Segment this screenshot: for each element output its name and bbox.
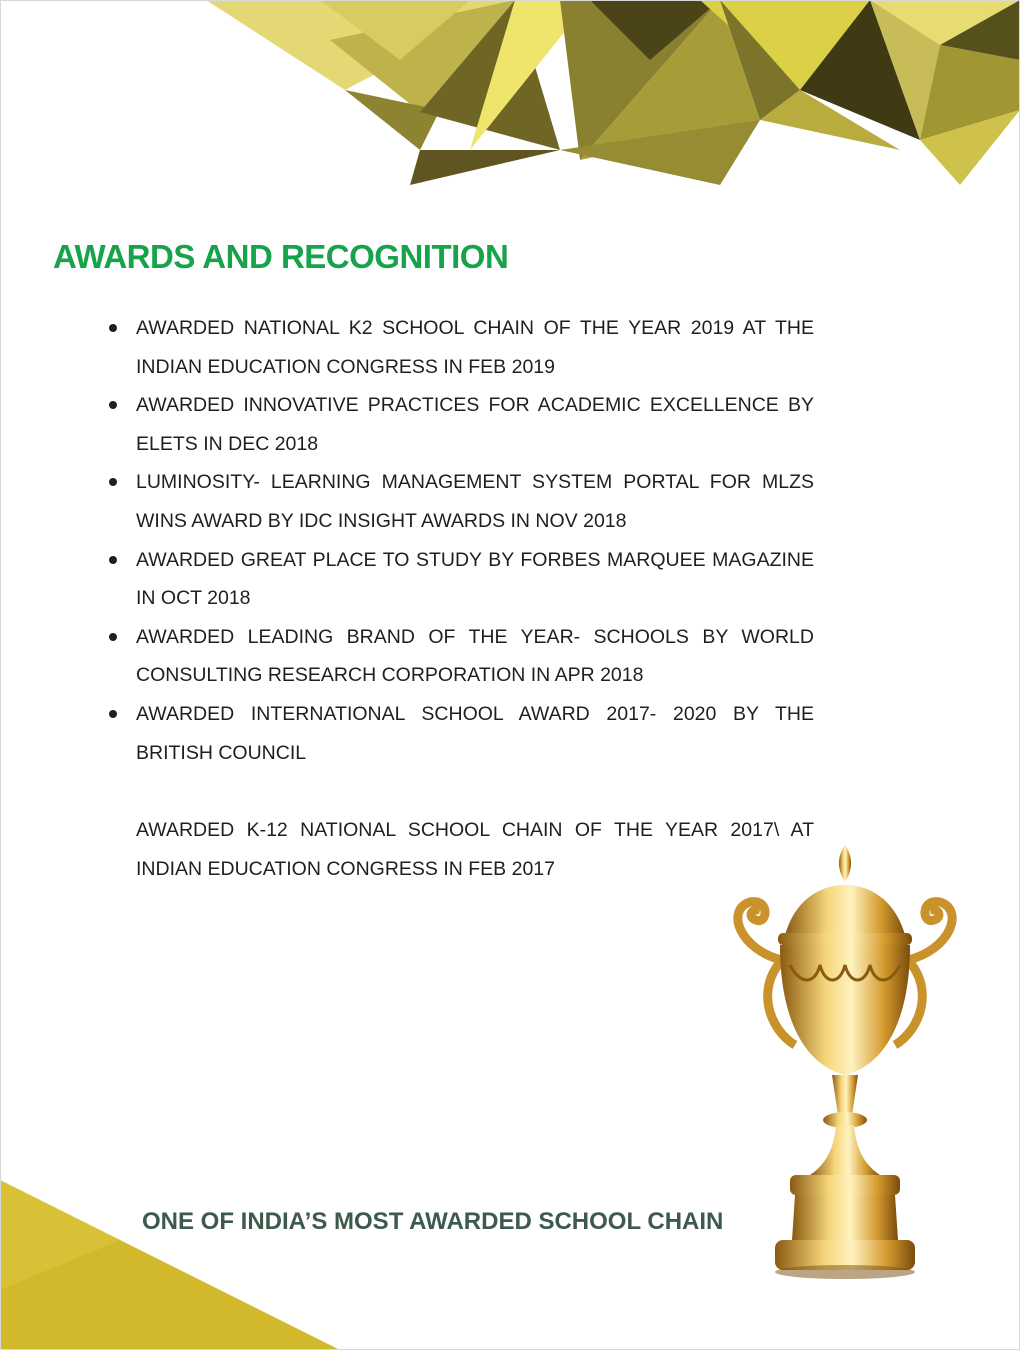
award-item: AWARDED LEADING BRAND OF THE YEAR- SCHOOLS BY WORLD CONSULTING RESEARCH CORPORATION IN APR 2018	[108, 618, 814, 695]
tagline: ONE OF INDIA’S MOST AWARDED SCHOOL CHAIN	[142, 1208, 724, 1235]
awards-list	[108, 309, 814, 772]
page-title: AWARDS AND RECOGNITION	[53, 238, 509, 275]
corner-triangle	[0, 1170, 400, 1350]
award-item: AWARDED NATIONAL K2 SCHOOL CHAIN OF THE YEAR 2019 AT THE INDIAN EDUCATION CONGRESS IN FEB 2019	[108, 309, 814, 386]
award-item: AWARDED INNOVATIVE PRACTICES FOR ACADEMIC EXCELLENCE BY ELETS IN DEC 2018	[108, 386, 814, 463]
award-item: LUMINOSITY- LEARNING MANAGEMENT SYSTEM PORTAL FOR MLZS WINS AWARD BY IDC INSIGHT AWARDS IN NOV 2018	[108, 463, 814, 540]
geometric-banner	[0, 0, 1020, 200]
award-item: AWARDED GREAT PLACE TO STUDY BY FORBES MARQUEE MAGAZINE IN OCT 2018	[108, 541, 814, 618]
trophy-icon	[720, 840, 970, 1285]
extra-award-text: AWARDED K-12 NATIONAL SCHOOL CHAIN OF THE YEAR 2017\ AT INDIAN EDUCATION CONGRESS IN FEB 2017	[136, 819, 814, 880]
award-item: AWARDED INTERNATIONAL SCHOOL AWARD 2017- 2020 BY THE BRITISH COUNCIL	[108, 695, 814, 772]
